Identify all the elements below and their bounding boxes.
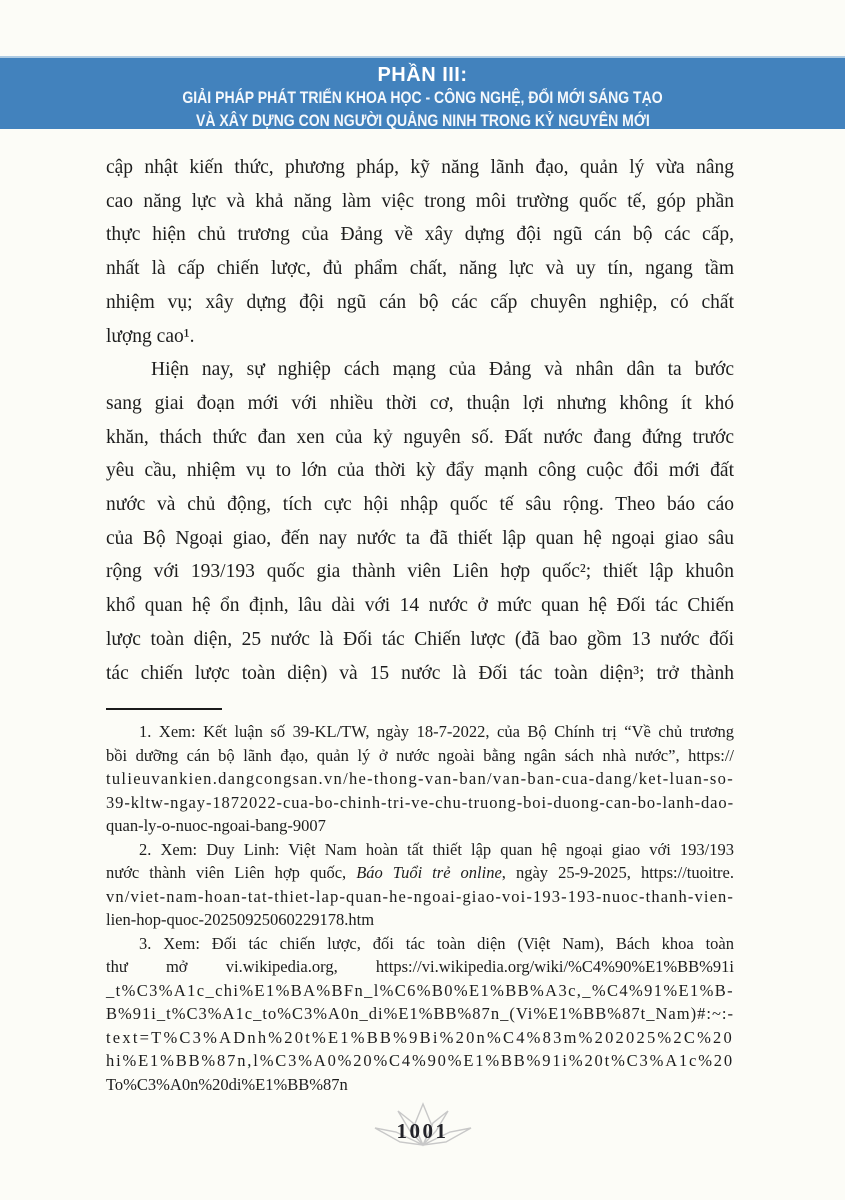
text-line: cập nhật kiến thức, phương pháp, kỹ năng lãnh đạo, quản lý vừa nâng [106,157,734,178]
text-line: lien-hop-quoc-20250925060229178.htm [106,910,375,930]
page-body [106,151,734,690]
text-line: _t%C3%A1c_chi%E1%BA%BFn_l%C6%B0%E1%BB%A3c,_%C4%91%E1%B- [106,980,734,1000]
text-line: khăn, thách thức đan xen của kỷ nguyên số. Đất nước đang đứng trước [106,426,734,448]
page-footer [0,1102,845,1162]
text-line: yêu cầu, nhiệm vụ to lớn của thời kỳ đẩy mạnh công cuộc đổi mới đất [106,460,734,482]
text-line: 2. Xem: Duy Linh: Việt Nam hoàn tất thiết lập quan hệ ngoại giao với 193/193 [139,839,734,859]
section-subtitle-line1 [0,87,845,110]
text-line: Hiện nay, sự nghiệp cách mạng của Đảng và nhân dân ta bước [151,359,734,381]
text-line: To%C3%A0n%20di%E1%BB%87n [106,1074,348,1094]
lotus-ornament [363,1102,483,1148]
text-line: tulieuvankien.dangcongsan.vn/he-thong-van-ban/van-ban-cua-dang/ket-luan-so- [106,769,734,789]
text-line: cao năng lực và khả năng làm việc trong môi trường quốc tế, góp phần [106,190,734,212]
text-line: nhiệm vụ; xây dựng đội ngũ cán bộ các cấp chuyên nghiệp, có chất [106,291,734,313]
text-line: nước và chủ động, tích cực hội nhập quốc tế sâu rộng. Theo báo cáo [106,494,734,516]
text-line: 1. Xem: Kết luận số 39-KL/TW, ngày 18-7-2022, của Bộ Chính trị “Về chủ trương [139,722,734,742]
text-line: nhất là cấp chiến lược, đủ phẩm chất, năng lực và uy tín, ngang tầm [106,258,734,280]
text-line: bồi dưỡng cán bộ lãnh đạo, quản lý ở nước ngoài bằng ngân sách nhà nước”, https:// [106,745,734,765]
text-line: quan-ly-o-nuoc-ngoai-bang-9007 [106,816,326,836]
footnote-3 [106,932,734,1097]
footnotes-section [106,720,734,1096]
section-subtitle-line2-text: VÀ XÂY DỰNG CON NGƯỜI QUẢNG NINH TRONG KỶ NGUYÊN MỚI [195,112,650,130]
text-line: tác chiến lược toàn diện) và 15 nước là Đối tác toàn diện³; trở thành [106,662,734,684]
body-paragraph-2 [106,353,734,690]
text-line: khổ quan hệ ổn định, lâu dài với 14 nước ở mức quan hệ Đối tác Chiến [106,595,734,617]
text-line: lượng cao¹. [106,325,195,347]
footnote-2 [106,838,734,932]
text-line: 39-kltw-ngay-1872022-cua-bo-chinh-tri-ve-chu-truong-boi-duong-can-bo-lanh-dao- [106,792,734,812]
text-line: B%91i_t%C3%A1c_to%C3%A0n_di%E1%BB%87n_(Vi%E1%BB%87t_Nam)#:~:- [106,1004,734,1024]
section-subtitle-line2 [0,110,845,133]
section-title: PHẦN III: [377,64,468,86]
section-banner [0,56,845,129]
body-paragraph-1 [106,151,734,353]
text-line: text=T%C3%ADnh%20t%E1%BB%9Bi%20n%C4%83m%202025%2C%20 [106,1027,734,1047]
text-line: sang giai đoạn mới với nhiều thời cơ, thuận lợi nhưng không ít khó [106,392,734,414]
text-line: của Bộ Ngoại giao, đến nay nước ta đã thiết lập quan hệ ngoại giao sâu [106,527,734,549]
text-line: rộng với 193/193 quốc gia thành viên Liên hợp quốc²; thiết lập khuôn [106,561,734,583]
page-number: 1001 [396,1119,449,1143]
text-line: 3. Xem: Đối tác chiến lược, đối tác toàn diện (Việt Nam), Bách khoa toàn [139,933,734,953]
text-line: thư mở vi.wikipedia.org, https://vi.wikipedia.org/wiki/%C4%90%E1%BB%91i [106,957,734,977]
text-line: lược toàn diện, 25 nước là Đối tác Chiến lược (đã bao gồm 13 nước đối [106,628,734,650]
text-line: hi%E1%BB%87n,l%C3%A0%20%C4%90%E1%BB%91i%20t%C3%A1c%20 [106,1051,734,1071]
text-line: nước thành viên Liên hợp quốc, Báo Tuổi trẻ online, ngày 25-9-2025, https://tuoitre. [106,863,735,883]
footnote-separator [106,708,222,710]
text-line: vn/viet-nam-hoan-tat-thiet-lap-quan-he-ngoai-giao-voi-193-193-nuoc-thanh-vien- [106,886,734,906]
footnote-1 [106,720,734,838]
text-line: thực hiện chủ trương của Đảng về xây dựng đội ngũ cán bộ các cấp, [106,224,734,246]
section-subtitle-line1-text: GIẢI PHÁP PHÁT TRIỂN KHOA HỌC - CÔNG NGHỆ, ĐỔI MỚI SÁNG TẠO [182,89,663,107]
